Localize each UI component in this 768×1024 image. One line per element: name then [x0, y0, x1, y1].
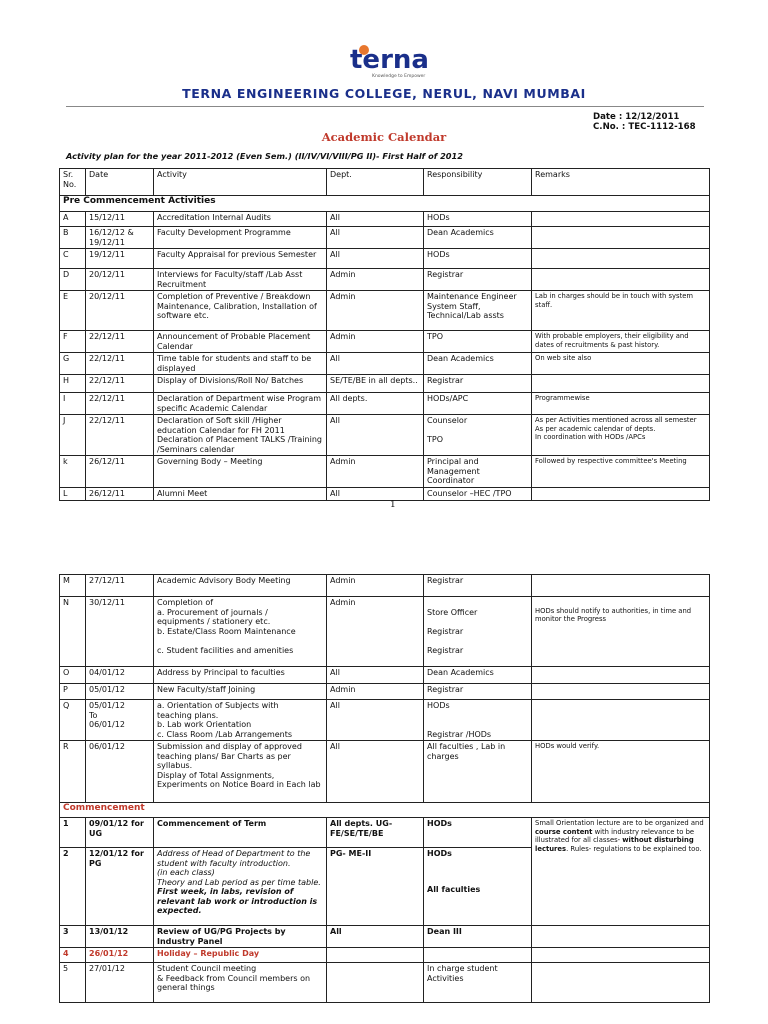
activity-bold: First week, in labs, revision of relevant lab work or introduction is expected. — [157, 887, 318, 915]
college-name: TERNA ENGINEERING COLLEGE, NERUL, NAVI MUMBAI — [182, 86, 586, 101]
cell-date: 27/01/12 — [86, 963, 154, 1003]
header-activity: Activity — [154, 169, 327, 196]
cell-responsibility: Registrar — [424, 269, 532, 291]
cell-sr: B — [60, 227, 86, 249]
header-dept: Dept. — [327, 169, 424, 196]
table-row — [60, 393, 710, 415]
cell-remarks: On web site also — [532, 353, 710, 375]
cell-remarks: HODs would verify. — [532, 741, 710, 803]
cell-dept: SE/TE/BE in all depts.. — [327, 375, 424, 393]
cell-activity: Commencement of Term — [154, 818, 327, 848]
cell-date: 05/01/12 To 06/01/12 — [86, 700, 154, 741]
cell-dept: All — [327, 488, 424, 501]
logo-tagline: Knowledge to Empower — [372, 74, 426, 79]
table-header-row — [60, 169, 710, 196]
table-row — [60, 741, 710, 803]
cell-dept: All — [327, 667, 424, 684]
cell-remarks: Lab in charges should be in touch with system staff. — [532, 291, 710, 331]
cell-responsibility: Dean III — [424, 926, 532, 948]
table-row — [60, 700, 710, 741]
cell-remarks: HODs should notify to authorities, in time and monitor the Progress — [532, 597, 710, 667]
cell-date: 22/12/11 — [86, 393, 154, 415]
cell-date: 22/12/11 — [86, 415, 154, 456]
cell-date: 20/12/11 — [86, 291, 154, 331]
page-number: 1 — [390, 500, 396, 510]
cell-date: 22/12/11 — [86, 331, 154, 353]
calendar-title: Academic Calendar — [321, 130, 447, 144]
cell-responsibility: HODs — [424, 249, 532, 269]
cell-date: 19/12/11 — [86, 249, 154, 269]
cell-activity: Completion of Preventive / Breakdown Maintenance, Calibration, Installation of software etc. — [154, 291, 327, 331]
cell-activity: Academic Advisory Body Meeting — [154, 575, 327, 597]
remark-text: with industry relevance to be illustrated for all classes- — [535, 827, 695, 844]
cell-activity: Time table for students and staff to be displayed — [154, 353, 327, 375]
cell-dept: All — [327, 249, 424, 269]
activity-text: Address of Head of Department to the student with faculty introduction. (in each class) Theory and Lab period as per time table. — [157, 849, 321, 887]
cell-dept — [327, 963, 424, 1003]
cell-dept: All — [327, 741, 424, 803]
cell-date: 06/01/12 — [86, 741, 154, 803]
cell-activity: Completion of a. Procurement of journals / equipments / stationery etc. b. Estate/Class Room Maintenance c. Student facilities and amenities — [154, 597, 327, 667]
cell-date: 22/12/11 — [86, 353, 154, 375]
cell-responsibility: Counselor –HEC /TPO — [424, 488, 532, 501]
cell-responsibility: Registrar — [424, 684, 532, 700]
cell-sr: k — [60, 456, 86, 488]
remark-text: . Rules- regulations to be explained too. — [566, 844, 702, 853]
cell-date: 04/01/12 — [86, 667, 154, 684]
table-row — [60, 415, 710, 456]
cell-sr: J — [60, 415, 86, 456]
activity-table-page1 — [59, 168, 710, 501]
cell-responsibility: HODs — [424, 212, 532, 227]
cell-activity: Display of Divisions/Roll No/ Batches — [154, 375, 327, 393]
cell-remarks: Followed by respective committee's Meeting — [532, 456, 710, 488]
cell-activity: Declaration of Soft skill /Higher education Calendar for FH 2011 Declaration of Placement TALKS /Training /Seminars calendar — [154, 415, 327, 456]
cell-date: 30/12/11 — [86, 597, 154, 667]
college-logo — [350, 40, 430, 80]
table-row — [60, 212, 710, 227]
cell-date: 27/12/11 — [86, 575, 154, 597]
cell-activity: Holiday – Republic Day — [154, 948, 327, 963]
cell-remarks: As per Activities mentioned across all semester As per academic calendar of depts. In coordination with HODs /APCs — [532, 415, 710, 456]
cell-activity — [154, 848, 327, 926]
cell-sr: E — [60, 291, 86, 331]
remark-bold: without disturbing lectures — [535, 836, 694, 853]
table-row — [60, 963, 710, 1003]
cell-remarks — [532, 227, 710, 249]
cell-activity: Alumni Meet — [154, 488, 327, 501]
cell-dept: Admin — [327, 269, 424, 291]
cell-remarks — [532, 212, 710, 227]
cell-activity: Accreditation Internal Audits — [154, 212, 327, 227]
cell-remarks — [532, 818, 710, 926]
cell-dept: All — [327, 700, 424, 741]
cell-activity: Faculty Development Programme — [154, 227, 327, 249]
cell-responsibility: Dean Academics — [424, 227, 532, 249]
cell-sr: 4 — [60, 948, 86, 963]
cell-remarks — [532, 926, 710, 948]
calendar-subtitle: Activity plan for the year 2011-2012 (Even Sem.) (II/IV/VI/VIII/PG II)- First Half of 2012 — [66, 151, 463, 161]
table-row — [60, 331, 710, 353]
cell-date: 26/12/11 — [86, 456, 154, 488]
header-remarks: Remarks — [532, 169, 710, 196]
cell-sr: 5 — [60, 963, 86, 1003]
cell-remarks — [532, 249, 710, 269]
cell-responsibility: Counselor TPO — [424, 415, 532, 456]
table-row — [60, 818, 710, 848]
cell-activity: Interviews for Faculty/staff /Lab Asst Recruitment — [154, 269, 327, 291]
resp-text: All faculties — [427, 884, 481, 894]
cell-remarks — [532, 269, 710, 291]
cell-sr: G — [60, 353, 86, 375]
cell-remarks — [532, 575, 710, 597]
cell-activity: Submission and display of approved teaching plans/ Bar Charts as per syllabus. Display of Total Assignments, Experiments on Notice Board in Each lab — [154, 741, 327, 803]
cell-date: 22/12/11 — [86, 375, 154, 393]
table-row — [60, 575, 710, 597]
cell-date: 16/12/12 & 19/12/11 — [86, 227, 154, 249]
cell-responsibility: Dean Academics — [424, 353, 532, 375]
cell-responsibility: HODs — [424, 818, 532, 848]
cell-sr: C — [60, 249, 86, 269]
cell-dept: Admin — [327, 291, 424, 331]
cell-dept: PG- ME-II — [327, 848, 424, 926]
table-row — [60, 291, 710, 331]
cell-sr: P — [60, 684, 86, 700]
table-row — [60, 375, 710, 393]
table-row — [60, 948, 710, 963]
cell-date: 15/12/11 — [86, 212, 154, 227]
cell-responsibility: HODs/APC — [424, 393, 532, 415]
header-responsibility: Responsibility — [424, 169, 532, 196]
cell-remarks — [532, 948, 710, 963]
cell-activity: Review of UG/PG Projects by Industry Panel — [154, 926, 327, 948]
cell-dept: All — [327, 926, 424, 948]
cell-sr: 3 — [60, 926, 86, 948]
cell-activity: Address by Principal to faculties — [154, 667, 327, 684]
remark-text: Small Orientation lecture are to be organized and — [535, 819, 704, 827]
cell-date: 13/01/12 — [86, 926, 154, 948]
table-row — [60, 926, 710, 948]
cell-remarks — [532, 488, 710, 501]
section-pre-commencement: Pre Commencement Activities — [60, 196, 710, 212]
cell-activity: Faculty Appraisal for previous Semester — [154, 249, 327, 269]
date-block — [593, 112, 696, 132]
cell-date: 26/01/12 — [86, 948, 154, 963]
cell-date: 20/12/11 — [86, 269, 154, 291]
header-divider — [66, 106, 704, 107]
cell-remarks: Programmewise — [532, 393, 710, 415]
cell-sr: R — [60, 741, 86, 803]
cell-date: 12/01/12 for PG — [86, 848, 154, 926]
cell-remarks — [532, 375, 710, 393]
cell-dept: All — [327, 227, 424, 249]
cell-sr: I — [60, 393, 86, 415]
cell-activity: Declaration of Department wise Program specific Academic Calendar — [154, 393, 327, 415]
cell-dept: All — [327, 353, 424, 375]
cell-remarks — [532, 667, 710, 684]
cell-remarks — [532, 963, 710, 1003]
table-row — [60, 227, 710, 249]
table-row — [60, 667, 710, 684]
cell-sr: M — [60, 575, 86, 597]
header-sr: Sr. No. — [60, 169, 86, 196]
table-row — [60, 249, 710, 269]
cell-date: 09/01/12 for UG — [86, 818, 154, 848]
cell-sr: 1 — [60, 818, 86, 848]
cell-responsibility: Registrar — [424, 575, 532, 597]
cell-remarks — [532, 700, 710, 741]
cell-sr: H — [60, 375, 86, 393]
cell-responsibility: Principal and Management Coordinator — [424, 456, 532, 488]
cell-responsibility: HODs Registrar /HODs — [424, 700, 532, 741]
cell-activity: Announcement of Probable Placement Calendar — [154, 331, 327, 353]
cell-dept: All — [327, 415, 424, 456]
cell-activity: New Faculty/staff Joining — [154, 684, 327, 700]
logo-text: terna — [350, 45, 429, 75]
cell-sr: 2 — [60, 848, 86, 926]
cell-responsibility: In charge student Activities — [424, 963, 532, 1003]
cell-dept: Admin — [327, 456, 424, 488]
cno-line: C.No. : TEC-1112-168 — [593, 122, 696, 132]
cell-responsibility: Store Officer Registrar Registrar — [424, 597, 532, 667]
cell-activity: a. Orientation of Subjects with teaching plans. b. Lab work Orientation c. Class Room /Lab Arrangements — [154, 700, 327, 741]
table-row — [60, 597, 710, 667]
remark-bold: course content — [535, 827, 593, 836]
section-commencement: Commencement — [60, 803, 710, 818]
cell-dept: Admin — [327, 575, 424, 597]
cell-responsibility: TPO — [424, 331, 532, 353]
header-date: Date — [86, 169, 154, 196]
cell-sr: N — [60, 597, 86, 667]
cell-sr: L — [60, 488, 86, 501]
date-line: Date : 12/12/2011 — [593, 112, 680, 122]
cell-sr: F — [60, 331, 86, 353]
cell-dept: All depts. UG-FE/SE/TE/BE — [327, 818, 424, 848]
cell-responsibility — [424, 848, 532, 926]
cell-dept: All — [327, 212, 424, 227]
cell-activity: Student Council meeting & Feedback from Council members on general things — [154, 963, 327, 1003]
table-row — [60, 488, 710, 501]
cell-responsibility — [424, 948, 532, 963]
cell-remarks: With probable employers, their eligibility and dates of recruitments & past history. — [532, 331, 710, 353]
cell-dept: Admin — [327, 331, 424, 353]
cell-responsibility: Dean Academics — [424, 667, 532, 684]
table-row — [60, 456, 710, 488]
cell-sr: O — [60, 667, 86, 684]
activity-table-page2 — [59, 574, 710, 1003]
cell-dept: All depts. — [327, 393, 424, 415]
cell-dept: Admin — [327, 684, 424, 700]
cell-responsibility: Registrar — [424, 375, 532, 393]
table-row — [60, 684, 710, 700]
cell-remarks — [532, 684, 710, 700]
cell-dept: Admin — [327, 597, 424, 667]
table-row — [60, 353, 710, 375]
cell-date: 26/12/11 — [86, 488, 154, 501]
cell-sr: D — [60, 269, 86, 291]
cell-sr: Q — [60, 700, 86, 741]
cell-responsibility: All faculties , Lab in charges — [424, 741, 532, 803]
cell-date: 05/01/12 — [86, 684, 154, 700]
resp-text: HODs — [427, 849, 452, 858]
cell-responsibility: Maintenance Engineer System Staff, Technical/Lab assts — [424, 291, 532, 331]
cell-sr: A — [60, 212, 86, 227]
table-row — [60, 269, 710, 291]
cell-dept — [327, 948, 424, 963]
cell-activity: Governing Body – Meeting — [154, 456, 327, 488]
